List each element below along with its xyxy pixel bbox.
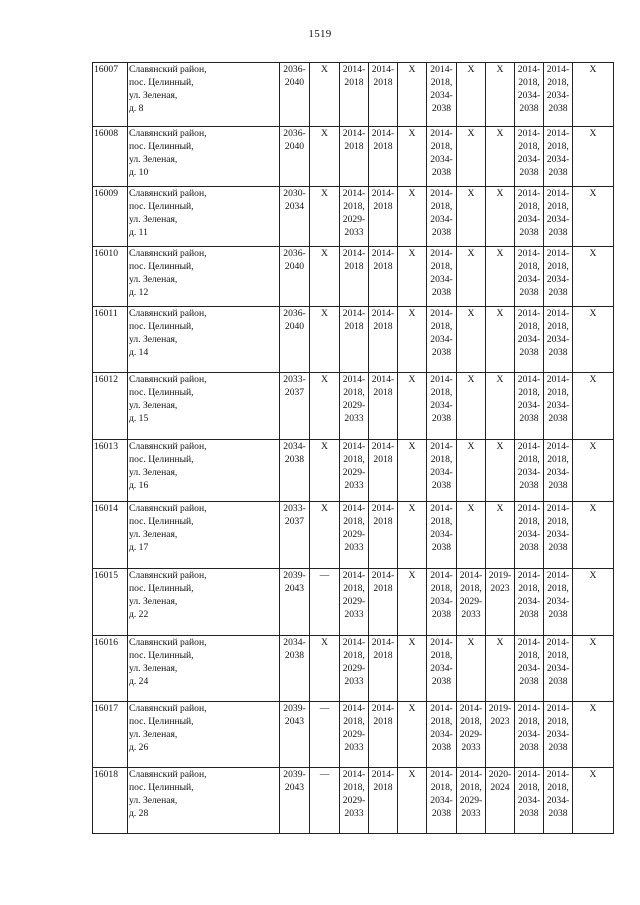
address-cell: Славянский район, пос. Целинный, ул. Зеленая, д. 12 (128, 247, 280, 307)
schedule-cell: X (457, 247, 486, 307)
schedule-cell: 2014- 2018, 2029- 2033 (340, 636, 369, 702)
schedule-cell: 2014- 2018 (369, 247, 398, 307)
table-row (93, 768, 614, 834)
table-row (93, 127, 614, 187)
schedule-cell: X (398, 63, 427, 127)
schedule-cell: X (573, 768, 614, 834)
schedule-cell: X (310, 636, 340, 702)
schedule-cell: 2014- 2018, 2029- 2033 (457, 768, 486, 834)
table-row (93, 702, 614, 768)
schedule-cell: 2036- 2040 (280, 307, 310, 373)
schedule-cell: X (573, 63, 614, 127)
schedule-cell: 2014- 2018, 2034- 2038 (544, 502, 573, 569)
page-number: 1519 (308, 28, 332, 40)
schedule-cell: 2014- 2018, 2034- 2038 (515, 373, 544, 440)
schedule-cell: 2014- 2018, 2029- 2033 (340, 502, 369, 569)
schedule-cell: X (573, 569, 614, 636)
schedule-cell: 2014- 2018, 2029- 2033 (457, 569, 486, 636)
schedule-cell: 2014- 2018 (369, 768, 398, 834)
record-number-cell: 16013 (93, 440, 128, 502)
table-row (93, 307, 614, 373)
schedule-cell: 2014- 2018, 2034- 2038 (544, 247, 573, 307)
schedule-cell: X (486, 187, 515, 247)
schedule-cell: X (457, 187, 486, 247)
schedule-cell: 2014- 2018, 2034- 2038 (515, 307, 544, 373)
record-number-cell: 16016 (93, 636, 128, 702)
table-row (93, 636, 614, 702)
table-row (93, 247, 614, 307)
record-number-cell: 16014 (93, 502, 128, 569)
schedule-cell: 2014- 2018, 2034- 2038 (544, 440, 573, 502)
schedule-cell: 2014- 2018, 2034- 2038 (515, 636, 544, 702)
table-row (93, 187, 614, 247)
schedule-cell: X (398, 187, 427, 247)
schedule-cell: 2014- 2018, 2034- 2038 (515, 440, 544, 502)
schedule-cell: X (573, 187, 614, 247)
schedule-cell: 2039- 2043 (280, 768, 310, 834)
schedule-cell: X (486, 307, 515, 373)
schedule-cell: 2014- 2018 (340, 247, 369, 307)
record-number-cell: 16009 (93, 187, 128, 247)
schedule-cell: X (398, 373, 427, 440)
schedule-cell: X (573, 636, 614, 702)
table-row (93, 440, 614, 502)
address-cell: Славянский район, пос. Целинный, ул. Зеленая, д. 16 (128, 440, 280, 502)
schedule-cell: X (573, 307, 614, 373)
address-cell: Славянский район, пос. Целинный, ул. Зеленая, д. 8 (128, 63, 280, 127)
schedule-cell: X (457, 440, 486, 502)
schedule-cell: 2034- 2038 (280, 440, 310, 502)
schedule-cell: X (457, 127, 486, 187)
schedule-cell: 2014- 2018 (340, 307, 369, 373)
schedule-cell: 2033- 2037 (280, 502, 310, 569)
schedule-cell: 2014- 2018 (369, 63, 398, 127)
schedule-cell: 2014- 2018, 2029- 2033 (457, 702, 486, 768)
schedule-cell: X (398, 307, 427, 373)
schedule-cell: 2014- 2018, 2034- 2038 (515, 502, 544, 569)
schedule-cell: X (486, 63, 515, 127)
schedule-cell: 2014- 2018 (369, 127, 398, 187)
address-cell: Славянский район, пос. Целинный, ул. Зеленая, д. 15 (128, 373, 280, 440)
table-body (93, 63, 614, 834)
record-number-cell: 16011 (93, 307, 128, 373)
address-cell: Славянский район, пос. Целинный, ул. Зеленая, д. 10 (128, 127, 280, 187)
schedule-cell: 2014- 2018, 2034- 2038 (544, 187, 573, 247)
schedule-cell: 2014- 2018 (369, 440, 398, 502)
schedule-cell: X (310, 502, 340, 569)
schedule-cell: 2014- 2018, 2034- 2038 (515, 63, 544, 127)
schedule-cell: 2036- 2040 (280, 247, 310, 307)
schedule-cell: 2014- 2018 (369, 187, 398, 247)
schedule-cell: 2014- 2018 (369, 373, 398, 440)
schedule-cell: 2014- 2018, 2034- 2038 (427, 502, 457, 569)
schedule-cell: 2014- 2018, 2034- 2038 (544, 768, 573, 834)
schedule-cell: 2019- 2023 (486, 569, 515, 636)
schedule-cell: 2014- 2018, 2034- 2038 (515, 768, 544, 834)
schedule-cell: 2014- 2018, 2034- 2038 (544, 307, 573, 373)
schedule-cell: 2014- 2018, 2034- 2038 (427, 768, 457, 834)
schedule-cell: X (398, 502, 427, 569)
record-number-cell: 16007 (93, 63, 128, 127)
schedule-cell: X (398, 569, 427, 636)
schedule-cell: 2014- 2018, 2034- 2038 (427, 187, 457, 247)
schedule-cell: 2014- 2018, 2034- 2038 (544, 702, 573, 768)
schedule-cell: 2036- 2040 (280, 63, 310, 127)
schedule-cell: X (573, 373, 614, 440)
schedule-cell: X (310, 127, 340, 187)
schedule-cell: X (573, 502, 614, 569)
address-cell: Славянский район, пос. Целинный, ул. Зеленая, д. 24 (128, 636, 280, 702)
schedule-cell: 2014- 2018, 2034- 2038 (515, 702, 544, 768)
schedule-cell: 2019- 2023 (486, 702, 515, 768)
schedule-cell: X (310, 440, 340, 502)
schedule-cell: 2014- 2018, 2029- 2033 (340, 768, 369, 834)
schedule-cell: X (398, 768, 427, 834)
schedule-cell: 2014- 2018, 2029- 2033 (340, 569, 369, 636)
schedule-cell: 2039- 2043 (280, 569, 310, 636)
schedule-cell: X (310, 187, 340, 247)
schedule-cell: 2014- 2018, 2034- 2038 (427, 569, 457, 636)
schedule-cell: X (398, 636, 427, 702)
schedule-cell: 2014- 2018, 2034- 2038 (427, 247, 457, 307)
schedule-cell: X (486, 373, 515, 440)
address-cell: Славянский район, пос. Целинный, ул. Зеленая, д. 26 (128, 702, 280, 768)
schedule-cell: 2014- 2018, 2034- 2038 (427, 307, 457, 373)
schedule-cell: 2014- 2018 (369, 702, 398, 768)
schedule-cell: X (310, 373, 340, 440)
schedule-cell: 2014- 2018, 2034- 2038 (544, 373, 573, 440)
schedule-cell: 2014- 2018, 2034- 2038 (515, 187, 544, 247)
schedule-cell: X (486, 247, 515, 307)
schedule-cell: 2014- 2018, 2034- 2038 (427, 63, 457, 127)
table-row (93, 373, 614, 440)
schedule-cell: 2014- 2018, 2034- 2038 (515, 247, 544, 307)
schedule-cell: X (457, 307, 486, 373)
schedule-cell: X (398, 702, 427, 768)
schedule-cell: 2014- 2018 (369, 502, 398, 569)
schedule-cell: 2014- 2018, 2029- 2033 (340, 187, 369, 247)
schedule-cell: X (573, 247, 614, 307)
schedule-cell: X (398, 247, 427, 307)
schedule-cell: 2014- 2018 (369, 636, 398, 702)
schedule-cell: 2030- 2034 (280, 187, 310, 247)
table-row (93, 569, 614, 636)
schedule-cell: X (310, 63, 340, 127)
schedule-cell: X (457, 373, 486, 440)
schedule-cell: 2014- 2018 (340, 127, 369, 187)
address-cell: Славянский район, пос. Целинный, ул. Зеленая, д. 22 (128, 569, 280, 636)
schedule-cell: X (310, 307, 340, 373)
schedule-cell: 2014- 2018, 2034- 2038 (427, 127, 457, 187)
schedule-cell: 2036- 2040 (280, 127, 310, 187)
schedule-cell: X (486, 127, 515, 187)
schedule-cell: 2014- 2018 (340, 63, 369, 127)
schedule-cell: X (398, 440, 427, 502)
schedule-cell: — (310, 768, 340, 834)
schedule-cell: 2014- 2018, 2029- 2033 (340, 373, 369, 440)
schedule-cell: 2014- 2018, 2034- 2038 (544, 63, 573, 127)
schedule-cell: X (457, 63, 486, 127)
schedule-cell: X (310, 247, 340, 307)
address-cell: Славянский район, пос. Целинный, ул. Зеленая, д. 28 (128, 768, 280, 834)
schedule-cell: 2014- 2018, 2034- 2038 (544, 569, 573, 636)
schedule-cell: X (486, 440, 515, 502)
address-cell: Славянский район, пос. Целинный, ул. Зеленая, д. 14 (128, 307, 280, 373)
schedule-cell: X (457, 502, 486, 569)
schedule-cell: 2014- 2018, 2034- 2038 (515, 127, 544, 187)
record-number-cell: 16010 (93, 247, 128, 307)
record-number-cell: 16018 (93, 768, 128, 834)
schedule-cell: 2033- 2037 (280, 373, 310, 440)
record-number-cell: 16012 (93, 373, 128, 440)
schedule-cell: 2014- 2018, 2029- 2033 (340, 702, 369, 768)
schedule-cell: 2014- 2018, 2034- 2038 (427, 373, 457, 440)
schedule-cell: 2014- 2018, 2034- 2038 (544, 127, 573, 187)
address-cell: Славянский район, пос. Целинный, ул. Зеленая, д. 11 (128, 187, 280, 247)
table-row (93, 502, 614, 569)
schedule-cell: 2014- 2018, 2034- 2038 (544, 636, 573, 702)
schedule-cell: 2014- 2018 (369, 307, 398, 373)
table-row (93, 63, 614, 127)
schedule-cell: X (573, 702, 614, 768)
schedule-cell: 2014- 2018, 2034- 2038 (427, 440, 457, 502)
schedule-cell: X (573, 127, 614, 187)
schedule-cell: — (310, 569, 340, 636)
capital-repair-schedule-table (92, 62, 614, 834)
schedule-cell: — (310, 702, 340, 768)
schedule-cell: 2014- 2018, 2034- 2038 (427, 702, 457, 768)
schedule-cell: 2039- 2043 (280, 702, 310, 768)
schedule-cell: 2014- 2018, 2034- 2038 (427, 636, 457, 702)
record-number-cell: 16017 (93, 702, 128, 768)
schedule-cell: X (457, 636, 486, 702)
schedule-cell: 2014- 2018, 2029- 2033 (340, 440, 369, 502)
schedule-cell: X (486, 502, 515, 569)
schedule-cell: 2014- 2018 (369, 569, 398, 636)
record-number-cell: 16015 (93, 569, 128, 636)
record-number-cell: 16008 (93, 127, 128, 187)
schedule-cell: X (573, 440, 614, 502)
schedule-cell: 2020- 2024 (486, 768, 515, 834)
schedule-cell: X (398, 127, 427, 187)
schedule-cell: X (486, 636, 515, 702)
schedule-cell: 2034- 2038 (280, 636, 310, 702)
address-cell: Славянский район, пос. Целинный, ул. Зеленая, д. 17 (128, 502, 280, 569)
schedule-cell: 2014- 2018, 2034- 2038 (515, 569, 544, 636)
